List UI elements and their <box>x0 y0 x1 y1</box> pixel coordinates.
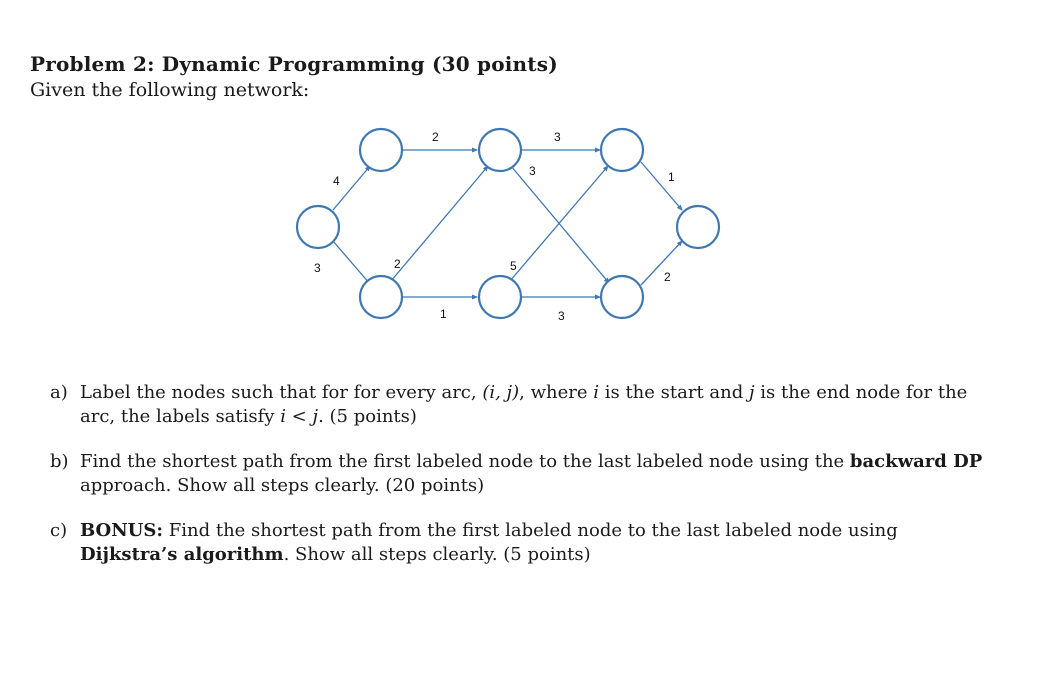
node-top-2 <box>479 129 521 171</box>
part-a-math-j: j <box>748 382 755 403</box>
arc-left-top1 <box>333 166 370 210</box>
part-b-text-1: Find the shortest path from the first labeled node to the last labeled node using the <box>80 451 850 472</box>
weight-bottom2-top3: 5 <box>510 259 517 273</box>
arc-top3-right <box>641 162 682 210</box>
part-c-text-1: Find the shortest path from the first labeled node to the last labeled node using <box>163 520 898 541</box>
weight-left-top1: 4 <box>333 174 340 188</box>
part-a-letter: a) <box>50 382 68 403</box>
arc-bottom1-top2 <box>391 166 488 281</box>
part-c-letter: c) <box>50 520 68 541</box>
part-a-math-inequality: i < j <box>280 406 319 427</box>
question-parts <box>50 381 990 588</box>
part-b-text-2: approach. Show all steps clearly. (20 points) <box>80 475 485 496</box>
part-a-text <box>80 381 990 429</box>
weight-bottom1-bottom2: 1 <box>440 307 447 321</box>
problem-heading: Problem 2: Dynamic Programming (30 points) <box>30 52 558 76</box>
weight-bottom3-right: 2 <box>664 270 671 284</box>
arc-left-bottom1 <box>333 241 370 284</box>
part-c <box>50 519 990 567</box>
part-b-bold: backward DP <box>849 451 983 472</box>
part-a-text-1: Label the nodes such that for for every arc, <box>80 382 483 403</box>
node-bottom-2 <box>479 276 521 318</box>
part-a-text-4: is the end node for the arc, the labels satisfy <box>80 382 968 427</box>
node-left <box>297 206 339 248</box>
arc-bottom3-right <box>641 241 682 285</box>
node-top-1 <box>360 129 402 171</box>
part-a-text-3: is the start and <box>599 382 749 403</box>
part-a-text-5: . (5 points) <box>318 406 417 427</box>
part-a-math-i: i <box>593 382 599 403</box>
part-c-bonus: BONUS: <box>80 520 164 541</box>
node-bottom-3 <box>601 276 643 318</box>
part-b <box>50 450 990 498</box>
weight-bottom2-bottom3: 3 <box>558 309 565 323</box>
part-a <box>50 381 990 429</box>
part-c-bold-algorithm: Dijkstra’s algorithm <box>80 544 284 565</box>
node-top-3 <box>601 129 643 171</box>
arcs <box>333 150 682 297</box>
part-b-text <box>80 450 990 498</box>
problem-intro: Given the following network: <box>30 79 310 101</box>
node-bottom-1 <box>360 276 402 318</box>
weight-top3-right: 1 <box>668 170 675 184</box>
part-a-text-2: , where <box>519 382 594 403</box>
weight-top2-top3: 3 <box>554 130 561 144</box>
part-c-text <box>80 519 990 567</box>
arc-top2-bottom3 <box>511 166 609 283</box>
nodes <box>297 129 719 318</box>
part-c-text-2: . Show all steps clearly. (5 points) <box>283 544 591 565</box>
part-a-math-arc: (i, j) <box>482 382 520 403</box>
weight-top2-bottom3: 3 <box>529 164 536 178</box>
part-b-letter: b) <box>50 451 69 472</box>
weight-left-bottom1: 3 <box>314 261 321 275</box>
node-right <box>677 206 719 248</box>
weight-bottom1-top2: 2 <box>394 257 401 271</box>
weight-top1-top2: 2 <box>432 130 439 144</box>
